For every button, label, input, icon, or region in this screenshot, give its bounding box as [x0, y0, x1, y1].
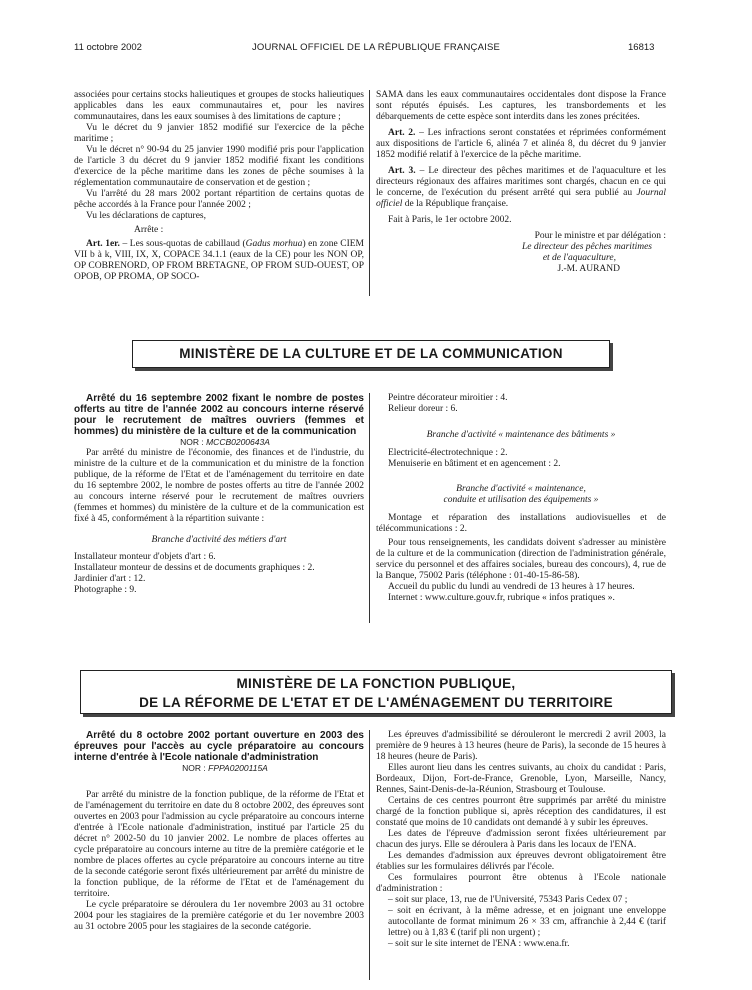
paragraph: Ces formulaires pourront être obtenus à l'Ecole nationale d'administration : [376, 873, 666, 894]
list-item: Peintre décorateur miroitier : 4. [388, 393, 508, 403]
arrete-label: Arrête : [134, 225, 164, 235]
paragraph: Internet : www.culture.gouv.fr, rubrique « infos pratiques ». [388, 593, 615, 603]
paragraph: Vu l'arrêté du 28 mars 2002 portant répartition de certains quotas de pêche accordés à la France pour l'année 2002 ; [74, 189, 364, 210]
list-item: Jardinier d'art : 12. [74, 574, 146, 584]
ministry-title-line: DE LA RÉFORME DE L'ETAT ET DE L'AMÉNAGEMENT DU TERRITOIRE [139, 695, 613, 710]
signatory: J.-M. AURAND [557, 264, 620, 274]
paragraph: Elles auront lieu dans les centres suivants, au choix du candidat : Paris, Bordeaux, Dijon, Fort-de-France, Grenoble, Lyon, Marseille, Nancy, Rennes, Saint-Denis-de-la-Réunion, Strasbourg et Toulouse. [376, 763, 666, 795]
article-1-label: Art. 1er. [86, 239, 120, 249]
article-3 [376, 166, 666, 210]
article-3-text: – Le directeur des pêches maritimes et de l'aquaculture et les directeurs régionaux des affaires maritimes sont chargés, chacun en ce qui le concerne, de l'exécution du présent arrêté qui sera publié au [376, 166, 666, 198]
branch-heading: Branche d'activité « maintenance, [456, 484, 586, 494]
paragraph: Vu les déclarations de captures, [86, 211, 206, 221]
branch-heading: Branche d'activité « maintenance des bâtiments » [426, 430, 616, 440]
paragraph: Par arrêté du ministre de l'économie, des finances et de l'industrie, du ministre de la culture et de la communication et du ministre de la fonction publique, de la réforme de l'Etat et de l'aménagement du territoire en date du 16 septembre 2002, le nombre de postes offerts au titre de l'année 2002 au concours interne réservé pour le recrutement de maîtres ouvriers (femmes et hommes) du ministère de la culture et de la communication est fixé à 45, conformément à la répartition suivante : [74, 448, 364, 524]
article-1-text: – Les sous-quotas de cabillaud ( [119, 239, 246, 249]
signature-line: Pour le ministre et par délégation : [534, 231, 666, 241]
article-2 [376, 128, 666, 161]
ministry-title: MINISTÈRE DE LA CULTURE ET DE LA COMMUNICATION [179, 346, 563, 361]
section2-left-column [74, 730, 364, 933]
signature-line: Le directeur des pêches maritimes [522, 242, 652, 252]
list-item: Relieur doreur : 6. [388, 404, 458, 414]
paragraph: SAMA dans les eaux communautaires occidentales dont dispose la France sont réputés épuisés. Les captures, les transbordements et les débarquements de cette espèce sont interdits dans les zones précitées. [376, 90, 666, 122]
top-right-column [376, 90, 666, 275]
paragraph: Les épreuves d'admissibilité se dérouleront le mercredi 2 avril 2003, la première de 9 heures à 13 heures (heure de Paris), la seconde de 15 heures à 18 heures (heure de Paris). [376, 730, 666, 762]
paragraph: Les dates de l'épreuve d'admission seront fixées ultérieurement par chacun des jurys. Elle se déroulera à Paris dans les locaux de l'ENA. [376, 829, 666, 850]
paragraph: Vu le décret du 9 janvier 1852 modifié sur l'exercice de la pêche maritime ; [74, 123, 364, 144]
branch-heading: Branche d'activité des métiers d'art [151, 535, 287, 545]
paragraph: Pour tous renseignements, les candidats doivent s'adresser au ministère de la culture et de la communication (direction de l'administration générale, service du personnel et des affaires sociales, bureau des concours), 4, rue de la Banque, 75002 Paris (téléphone : 01-40-15-86-58). [376, 538, 666, 581]
article-2-text: – Les infractions seront constatées et réprimées conformément aux dispositions de l'article 6, alinéa 7 et alinéa 8, du décret du 9 janvier 1852 modifié relatif à l'exercice de la pêche maritime. [376, 128, 666, 160]
ministry-banner-fonction-publique [80, 670, 672, 714]
paragraph: associées pour certains stocks halieutiques et groupes de stocks halieutiques applicables dans les eaux communautaires et, pour les navires communautaires, dans les eaux soumises à des limitations de capture ; [74, 90, 364, 122]
section1-left-column [74, 393, 364, 596]
article-3-label: Art. 3. [388, 166, 416, 176]
running-header [0, 42, 752, 56]
paragraph: Certains de ces centres pourront être supprimés par arrêté du ministre chargé de la fonction publique si, après réception des candidatures, il est constaté que moins de 10 candidats ont demandé à y subir les épreuves. [376, 796, 666, 828]
header-date: 11 octobre 2002 [74, 42, 142, 53]
list-item: – soit sur le site internet de l'ENA : www.ena.fr. [388, 939, 570, 949]
journal-title: JOURNAL OFFICIEL DE LA RÉPUBLIQUE FRANÇAISE [251, 42, 501, 53]
top-left-column [74, 90, 364, 283]
list-item: Electricité-électrotechnique : 2. [388, 448, 508, 458]
list-item: Photographe : 9. [74, 585, 137, 595]
signature-line: et de l'aquaculture, [542, 253, 616, 263]
page-number: 16813 [628, 42, 655, 53]
article-3-end: de la République française. [402, 199, 509, 209]
section2-right-column [376, 730, 666, 950]
species-name: Gadus morhua [245, 239, 303, 249]
fait-a-paris: Fait à Paris, le 1er octobre 2002. [388, 215, 512, 225]
paragraph: Vu le décret n° 90-94 du 25 janvier 1990 modifié pris pour l'application de l'article 3 du décret du 9 janvier 1852 modifié fixant les conditions d'exercice de la pêche maritime dans les zones de pêche soumises à la réglementation communautaire de conservation et de gestion ; [74, 145, 364, 188]
branch-heading: conduite et utilisation des équipements » [443, 495, 599, 505]
list-item: – soit sur place, 13, rue de l'Université, 75343 Paris Cedex 07 ; [388, 895, 628, 905]
journal-officiel-ref: Journal officiel [376, 188, 666, 209]
list-item: – soit en écrivant, à la même adresse, et en joignant une enveloppe autocollante de format minimum 26 × 33 cm, affranchie à 2,44 € (tarif lettre) ou à 1,83 € (tarif pli non urgent) ; [388, 906, 666, 938]
paragraph: Accueil du public du lundi au vendredi de 13 heures à 17 heures. [388, 582, 635, 592]
ministry-banner-culture [132, 340, 610, 368]
column-divider [369, 730, 370, 980]
list-item: Menuiserie en bâtiment et en agencement : 2. [388, 459, 561, 469]
article-1-rest: ) en zone CIEM VII b à k, VIII, IX, X, COPACE 34.1.1 (eaux de la CE) pour les NON OP, OP COBRENORD, OP FROM BRETAGNE, OP FROM SUD-OUEST, OP OPOB, OP PROMA, OP SOCO- [74, 239, 364, 282]
section1-right-column [376, 393, 666, 604]
decree-title: Arrêté du 16 septembre 2002 fixant le nombre de postes offerts au titre de l'année 2002 au concours interne réservé pour le recrutement de maîtres ouvriers (femmes et hommes) du ministère de la culture et de la communication [74, 393, 364, 437]
nor-reference: NOR : MCCB0200643A [180, 437, 270, 447]
article-2-label: Art. 2. [388, 128, 416, 138]
paragraph: Par arrêté du ministre de la fonction publique, de la réforme de l'Etat et de l'aménagement du territoire en date du 8 octobre 2002, des épreuves sont ouvertes en 2003 pour l'admission au cycle préparatoire au concours interne d'entrée à l'Ecole nationale d'administration, institué par l'article 25 du décret n° 2002-50 du 10 janvier 2002. Le nombre de places offertes au cycle préparatoire au concours interne au titre de la première catégorie et le nombre de places offertes au cycle préparatoire au concours interne au titre de la seconde catégorie seront fixés ultérieurement par arrêté du ministre de la fonction publique, de la réforme de l'Etat et de l'aménagement du territoire. [74, 790, 364, 899]
paragraph: Le cycle préparatoire se déroulera du 1er novembre 2003 au 31 octobre 2004 pour les stagiaires de la première catégorie et du 1er novembre 2003 au 31 octobre 2005 pour les stagiaires de la seconde catégorie. [74, 900, 364, 932]
article-1 [74, 239, 364, 283]
ministry-title-line: MINISTÈRE DE LA FONCTION PUBLIQUE, [236, 676, 516, 691]
list-item: Montage et réparation des installations audiovisuelles et de télécommunications : 2. [376, 513, 666, 534]
nor-reference: NOR : FPPA0200115A [182, 763, 268, 773]
list-item: Installateur monteur d'objets d'art : 6. [74, 552, 216, 562]
decree-title: Arrêté du 8 octobre 2002 portant ouverture en 2003 des épreuves pour l'accès au cycle préparatoire au concours interne d'entrée à l'Ecole nationale d'administration [74, 730, 364, 763]
list-item: Installateur monteur de dessins et de documents graphiques : 2. [74, 563, 315, 573]
paragraph: Les demandes d'admission aux épreuves devront obligatoirement être établies sur les formulaires délivrés par l'école. [376, 851, 666, 872]
bullet-list [376, 895, 666, 950]
column-divider [369, 393, 370, 623]
column-divider [369, 90, 370, 296]
